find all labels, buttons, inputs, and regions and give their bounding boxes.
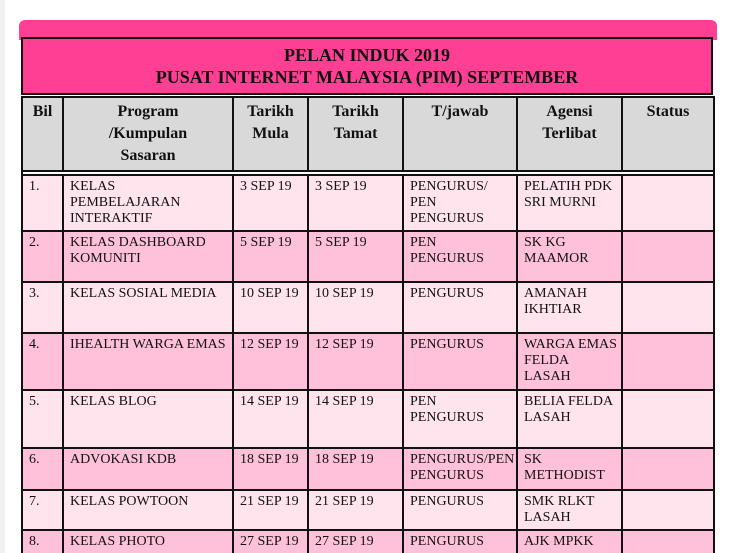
cell-bil: 6.: [22, 448, 63, 490]
cell-program: KELAS PEMBELAJARAN INTERAKTIF: [63, 175, 233, 231]
cell-agensi: AMANAH IKHTIAR: [517, 282, 622, 333]
cell-mula: 27 SEP 19: [233, 530, 308, 553]
cell-mula: 12 SEP 19: [233, 333, 308, 390]
cell-tjawab: PENGURUS: [403, 530, 517, 553]
cell-program: IHEALTH WARGA EMAS: [63, 333, 233, 390]
cell-tamat: 3 SEP 19: [308, 175, 403, 231]
cell-agensi: SK KG MAAMOR: [517, 231, 622, 282]
col-header-status: [622, 97, 714, 171]
tjawab-header: T/jawab: [431, 103, 489, 120]
col-header-agensi: [517, 97, 622, 171]
cell-tamat: 21 SEP 19: [308, 490, 403, 530]
cell-tamat: 5 SEP 19: [308, 231, 403, 282]
cell-bil: 8.: [22, 530, 63, 553]
table-row: [22, 333, 714, 390]
table-row: [22, 282, 714, 333]
col-header-program: [63, 97, 233, 171]
schedule-table: [21, 96, 715, 553]
cell-tjawab: PEN PENGURUS: [403, 231, 517, 282]
cell-mula: 3 SEP 19: [233, 175, 308, 231]
mula-header-l2: Mula: [252, 125, 289, 142]
page-edge: [0, 0, 5, 553]
col-header-tarikh-mula: [233, 97, 308, 171]
cell-tamat: 14 SEP 19: [308, 390, 403, 448]
cell-mula: 14 SEP 19: [233, 390, 308, 448]
col-header-bil: [22, 97, 63, 171]
col-header-tjawab: [403, 97, 517, 171]
cell-program: KELAS PHOTO: [63, 530, 233, 553]
cell-tamat: 10 SEP 19: [308, 282, 403, 333]
status-header: Status: [646, 103, 690, 120]
table-row: [22, 490, 714, 530]
cell-status: [622, 448, 714, 490]
cell-bil: 1.: [22, 175, 63, 231]
cell-program: ADVOKASI KDB: [63, 448, 233, 490]
cell-mula: 10 SEP 19: [233, 282, 308, 333]
tamat-header-l1: Tarikh: [332, 103, 379, 120]
mula-header-l1: Tarikh: [247, 103, 294, 120]
tamat-header-l2: Tamat: [333, 125, 378, 142]
cell-status: [622, 175, 714, 231]
agensi-header-l1: Agensi: [546, 103, 593, 120]
cell-tamat: 27 SEP 19: [308, 530, 403, 553]
cell-mula: 18 SEP 19: [233, 448, 308, 490]
cell-tjawab: PENGURUS/ PEN PENGURUS: [403, 175, 517, 231]
cell-bil: 5.: [22, 390, 63, 448]
table-row: [22, 231, 714, 282]
cell-agensi: SMK RLKT LASAH: [517, 490, 622, 530]
title-line-2: PUSAT INTERNET MALAYSIA (PIM) SEPTEMBER: [155, 67, 579, 87]
cell-status: [622, 530, 714, 553]
title-box: [21, 37, 713, 95]
program-header-l1: Program: [117, 103, 179, 120]
program-header-l3: Sasaran: [120, 147, 176, 164]
table-row: [22, 530, 714, 553]
title-line-1: PELAN INDUK 2019: [283, 45, 450, 65]
cell-status: [622, 390, 714, 448]
header-row: [22, 97, 714, 171]
cell-mula: 21 SEP 19: [233, 490, 308, 530]
cell-tjawab: PEN PENGURUS: [403, 390, 517, 448]
cell-status: [622, 490, 714, 530]
document-page: [19, 20, 717, 553]
cell-agensi: SK METHODIST: [517, 448, 622, 490]
cell-program: KELAS BLOG: [63, 390, 233, 448]
cell-tjawab: PENGURUS: [403, 282, 517, 333]
cell-tjawab: PENGURUS/PEN PENGURUS: [403, 448, 517, 490]
cell-tjawab: PENGURUS: [403, 490, 517, 530]
cell-bil: 7.: [22, 490, 63, 530]
cell-tamat: 18 SEP 19: [308, 448, 403, 490]
program-header-l2: /Kumpulan: [108, 125, 188, 142]
cell-agensi: WARGA EMAS FELDA LASAH: [517, 333, 622, 390]
cell-tjawab: PENGURUS: [403, 333, 517, 390]
cell-program: KELAS SOSIAL MEDIA: [63, 282, 233, 333]
cell-program: KELAS DASHBOARD KOMUNITI: [63, 231, 233, 282]
cell-tamat: 12 SEP 19: [308, 333, 403, 390]
cell-bil: 2.: [22, 231, 63, 282]
cell-status: [622, 333, 714, 390]
col-header-tarikh-tamat: [308, 97, 403, 171]
cell-program: KELAS POWTOON: [63, 490, 233, 530]
cell-agensi: PELATIH PDK SRI MURNI: [517, 175, 622, 231]
table-row: [22, 175, 714, 231]
table-row: [22, 448, 714, 490]
cell-bil: 3.: [22, 282, 63, 333]
agensi-header-l2: Terlibat: [542, 125, 597, 142]
cell-bil: 4.: [22, 333, 63, 390]
cell-status: [622, 231, 714, 282]
cell-agensi: BELIA FELDA LASAH: [517, 390, 622, 448]
table-row: [22, 390, 714, 448]
cell-agensi: AJK MPKK: [517, 530, 622, 553]
bil-header: Bil: [32, 103, 53, 120]
cell-status: [622, 282, 714, 333]
cell-mula: 5 SEP 19: [233, 231, 308, 282]
